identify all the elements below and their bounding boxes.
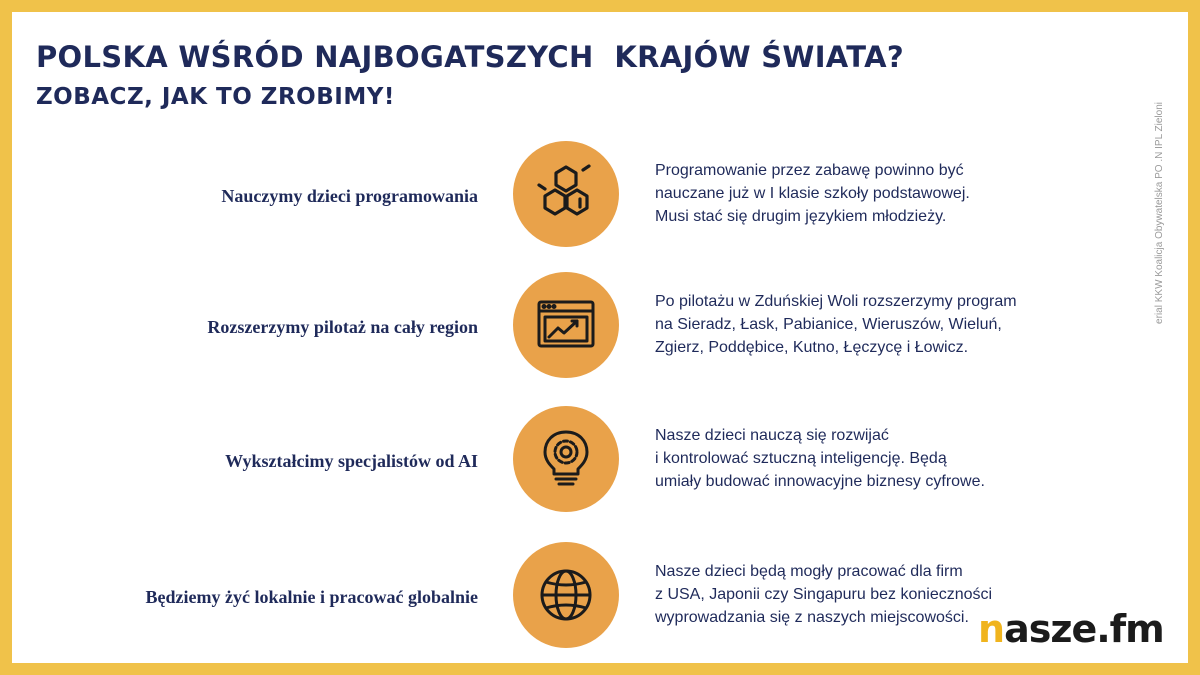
list-item-ai [12,406,1188,516]
description-line: Po pilotażu w Zduńskiej Woli rozszerzymy program [655,293,1017,310]
brand-logo [978,605,1164,653]
description-line: Nasze dzieci będą mogły pracować dla firm [655,563,963,580]
page-subtitle: ZOBACZ, JAK TO ZROBIMY! [36,84,395,110]
description-line: wyprowadzania się z naszych miejscowości. [655,609,969,626]
row-title: Będziemy żyć lokalnie i pracować globalnie [145,586,478,607]
description-line: nauczane już w I klasie szkoły podstawowej. [655,185,970,202]
description-line: Programowanie przez zabawę powinno być [655,162,964,179]
description-line: Nasze dzieci nauczą się rozwijać [655,427,889,444]
row-description [655,424,1095,493]
list-item-pilot [12,272,1188,382]
description-line: z USA, Japonii czy Singapuru bez konieczności [655,586,993,603]
description-line: na Sieradz, Łask, Pabianice, Wieruszów, Wieluń, [655,316,1002,333]
description-line: i kontrolować sztuczną inteligencję. Będą [655,450,947,467]
lightbulb-gear-icon [513,406,619,512]
row-title: Nauczymy dzieci programowania [221,185,478,206]
hexagon-molecule-icon [513,141,619,247]
logo-wordmark: asze.fm [1004,607,1164,651]
description-line: Musi stać się drugim językiem młodzieży. [655,208,947,225]
list-item-programming [12,141,1188,251]
description-line: umiały budować innowacyjne biznesy cyfrowe. [655,473,985,490]
row-description [655,290,1095,359]
row-title: Wykształcimy specjalistów od AI [225,450,478,471]
logo-letter: n [978,607,1005,651]
page-title: POLSKA WŚRÓD NAJBOGATSZYCH KRAJÓW ŚWIATA? [36,40,905,74]
legal-side-note-text: erial KKW Koalicja Obywatelska PO .N IPL Zieloni [1154,102,1165,324]
browser-chart-icon [513,272,619,378]
row-description [655,159,1095,228]
row-title: Rozszerzymy pilotaż na cały region [207,316,478,337]
description-line: Zgierz, Poddębice, Kutno, Łęczycę i Łowicz. [655,339,969,356]
globe-icon [513,542,619,648]
infographic-card [12,12,1188,663]
